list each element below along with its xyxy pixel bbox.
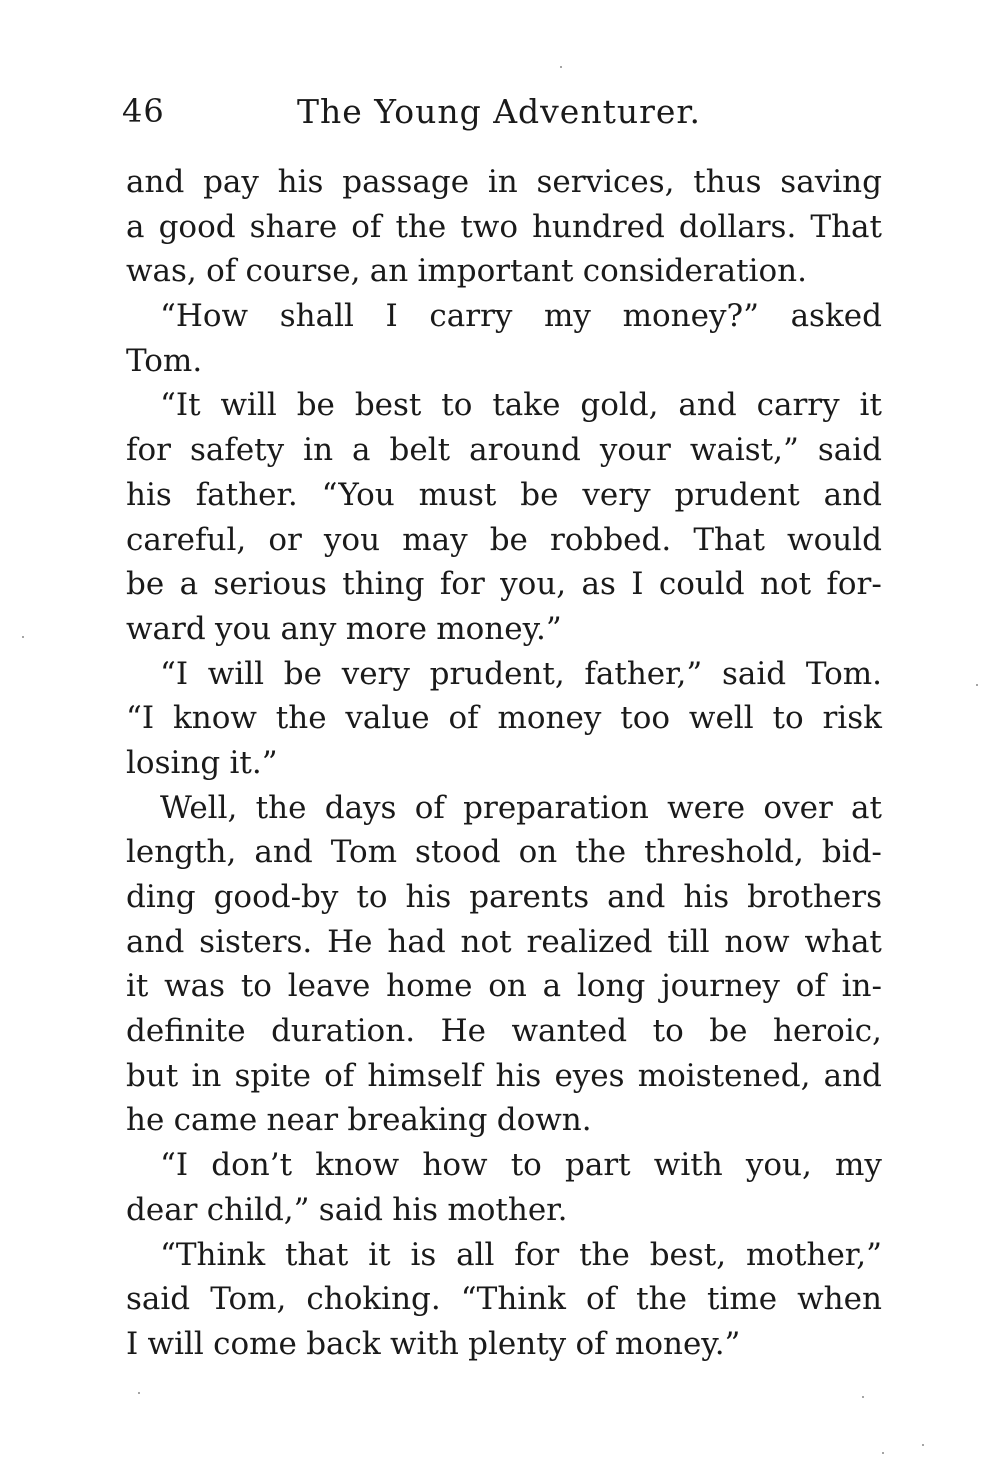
word: Tom.: [805, 655, 882, 692]
word: breaking: [347, 1102, 488, 1139]
word: child,”: [206, 1191, 310, 1228]
word: thing: [342, 566, 425, 603]
word: “How: [160, 298, 249, 335]
word: come: [213, 1325, 297, 1362]
word: wanted: [511, 1013, 628, 1050]
word: may: [402, 521, 468, 558]
text-line: [126, 160, 882, 205]
word: in: [303, 432, 334, 469]
word: pay: [203, 164, 259, 200]
word: it.”: [229, 744, 278, 781]
text-line: [126, 696, 882, 741]
word: “I: [160, 655, 189, 692]
word: more: [345, 610, 427, 647]
word: an: [369, 253, 409, 290]
word: his: [277, 164, 324, 200]
text-line: [126, 1009, 882, 1054]
text-line: [126, 1054, 882, 1099]
word: serious: [213, 566, 327, 603]
text-line: [126, 1277, 882, 1322]
word: time: [706, 1281, 778, 1318]
word: the: [636, 1281, 687, 1318]
word: important: [417, 253, 574, 290]
word: himself: [367, 1057, 483, 1094]
word: be: [520, 476, 559, 513]
word: good: [158, 208, 236, 245]
scan-speck: [976, 684, 978, 686]
word: stood: [415, 834, 501, 871]
word: father.: [195, 476, 298, 513]
word: realized: [526, 923, 653, 960]
word: in-: [841, 968, 882, 1005]
word: ding: [126, 879, 196, 915]
word: well: [688, 700, 754, 737]
word: what: [804, 923, 882, 960]
word: That: [693, 521, 765, 558]
word: parents: [469, 879, 590, 915]
word: of: [448, 700, 479, 737]
word: He: [440, 1013, 486, 1050]
word: when: [797, 1281, 882, 1318]
word: for: [514, 1236, 560, 1273]
text-line: [126, 1143, 882, 1188]
word: the: [579, 1236, 630, 1273]
word: with: [389, 1325, 459, 1362]
word: definite: [126, 1013, 246, 1050]
word: “Think: [160, 1236, 266, 1273]
text-line: [126, 205, 882, 250]
text-line: [126, 1188, 882, 1233]
text-line: [126, 741, 882, 786]
word: best,: [649, 1236, 727, 1273]
word: “I: [126, 700, 155, 737]
running-title: The Young Adventurer.: [297, 92, 702, 131]
word: be: [126, 566, 165, 603]
word: his: [126, 476, 172, 513]
word: gold,: [580, 387, 659, 424]
word: heroic,: [772, 1013, 882, 1050]
word: for-: [826, 566, 882, 603]
word: He: [327, 923, 373, 960]
word: “Think: [460, 1281, 566, 1318]
word: on: [518, 834, 558, 871]
word: I: [385, 298, 398, 335]
word: of: [585, 1281, 617, 1318]
word: not: [759, 566, 812, 603]
word: and: [254, 834, 313, 871]
word: moistened,: [637, 1057, 811, 1094]
word: had: [387, 923, 446, 960]
word: of: [575, 1325, 606, 1362]
word: services,: [536, 164, 675, 200]
word: the: [575, 834, 627, 871]
word: to: [441, 387, 473, 424]
word: the: [395, 208, 447, 245]
word: belt: [389, 432, 451, 469]
scan-speck: [138, 1392, 140, 1394]
word: over: [763, 789, 833, 826]
word: of: [324, 1057, 355, 1094]
word: to: [772, 700, 804, 737]
word: thus: [693, 164, 762, 200]
word: passage: [342, 164, 470, 200]
scan-speck: [560, 66, 562, 68]
word: part: [565, 1147, 631, 1184]
text-line: [126, 1322, 882, 1367]
word: the: [255, 789, 307, 826]
word: a: [542, 968, 562, 1005]
word: the: [275, 700, 327, 737]
word: journey: [661, 968, 780, 1005]
word: could: [658, 566, 745, 603]
word: consideration.: [582, 253, 807, 290]
word: said: [126, 1281, 191, 1318]
word: to: [510, 1147, 542, 1184]
word: of: [206, 253, 237, 290]
text-line: [126, 652, 882, 697]
word: of: [351, 208, 382, 245]
word: was: [164, 968, 226, 1005]
word: good-by: [213, 879, 339, 915]
word: shall: [279, 298, 354, 335]
word: take: [492, 387, 561, 424]
word: duration.: [271, 1013, 416, 1050]
word: his: [392, 1191, 439, 1228]
word: carry: [429, 298, 513, 335]
word: I: [631, 566, 644, 603]
text-line: [126, 562, 882, 607]
scan-speck: [882, 1452, 884, 1454]
word: and: [678, 387, 737, 424]
word: will: [207, 655, 265, 692]
word: he: [126, 1102, 165, 1139]
word: you,: [500, 566, 567, 603]
text-line: [126, 1098, 882, 1143]
word: it: [126, 968, 149, 1005]
word: to: [356, 879, 388, 915]
word: and: [823, 1057, 882, 1094]
word: too: [620, 700, 671, 737]
word: and: [607, 879, 666, 915]
word: spite: [234, 1057, 311, 1094]
word: carry: [756, 387, 840, 424]
text-line: [126, 875, 882, 920]
word: Tom,: [210, 1281, 287, 1318]
word: will: [220, 387, 277, 424]
text-line: [126, 920, 882, 965]
word: be: [283, 655, 322, 692]
word: you,: [745, 1147, 812, 1184]
word: dollars.: [678, 208, 797, 245]
word: “You: [321, 476, 395, 513]
text-line: [126, 383, 882, 428]
word: risk: [822, 700, 882, 737]
word: money?”: [622, 298, 759, 335]
word: it: [859, 387, 882, 424]
word: in: [487, 164, 518, 200]
word: was,: [126, 253, 197, 290]
word: is: [410, 1236, 437, 1273]
word: prudent: [674, 476, 800, 513]
word: to: [240, 968, 272, 1005]
word: father,”: [584, 655, 703, 692]
word: and: [126, 164, 185, 200]
word: losing: [126, 744, 221, 781]
word: value: [345, 700, 430, 737]
text-line: [126, 473, 882, 518]
word: his: [683, 879, 730, 915]
word: be: [296, 387, 335, 424]
word: know: [315, 1147, 400, 1184]
scan-speck: [22, 636, 24, 638]
word: very: [582, 476, 651, 513]
word: prudent,: [429, 655, 565, 692]
word: it: [368, 1236, 391, 1273]
word: around: [469, 432, 581, 469]
word: I: [126, 1325, 139, 1362]
word: to: [652, 1013, 684, 1050]
word: of: [795, 968, 826, 1005]
word: best: [354, 387, 422, 424]
word: you: [214, 610, 272, 647]
word: brothers: [747, 879, 882, 915]
text-line: [126, 294, 882, 339]
word: said: [817, 432, 882, 469]
word: your: [599, 432, 671, 469]
word: now: [724, 923, 790, 960]
word: said: [318, 1191, 383, 1228]
word: two: [460, 208, 518, 245]
word: near: [266, 1102, 339, 1139]
word: a: [352, 432, 371, 469]
word: dear: [126, 1191, 198, 1228]
word: or: [268, 521, 302, 558]
word: course,: [245, 253, 361, 290]
word: you: [323, 521, 381, 558]
word: share: [249, 208, 338, 245]
word: and: [126, 923, 185, 960]
word: be: [709, 1013, 748, 1050]
word: not: [460, 923, 512, 960]
word: till: [667, 923, 710, 960]
word: for: [126, 432, 171, 469]
word: any: [280, 610, 337, 647]
text-line: [126, 607, 882, 652]
word: of: [414, 789, 445, 826]
word: mother,”: [745, 1236, 882, 1273]
text-line: [126, 518, 882, 563]
word: Tom.: [126, 342, 203, 379]
word: his: [495, 1057, 542, 1094]
word: bid-: [821, 834, 882, 871]
word: were: [667, 789, 746, 826]
word: a: [126, 208, 145, 245]
word: money.”: [614, 1325, 741, 1362]
word: be: [489, 521, 528, 558]
body-text: [126, 160, 882, 1367]
word: plenty: [468, 1325, 567, 1362]
word: how: [422, 1147, 488, 1184]
word: that: [285, 1236, 349, 1273]
word: days: [324, 789, 397, 826]
text-line: [126, 964, 882, 1009]
scan-speck: [922, 1444, 924, 1446]
word: saving: [780, 164, 882, 200]
word: money.”: [436, 610, 562, 647]
word: all: [456, 1236, 495, 1273]
word: at: [851, 789, 882, 826]
text-line: [126, 1233, 882, 1278]
word: home: [386, 968, 473, 1005]
word: in: [191, 1057, 222, 1094]
word: down.: [496, 1102, 592, 1139]
word: back: [306, 1325, 381, 1362]
word: ward: [126, 610, 206, 647]
word: came: [173, 1102, 258, 1139]
word: as: [581, 566, 616, 603]
word: long: [576, 968, 646, 1005]
word: but: [126, 1057, 179, 1094]
word: don’t: [211, 1147, 293, 1184]
word: with: [653, 1147, 723, 1184]
word: and: [823, 476, 882, 513]
word: asked: [790, 298, 882, 335]
text-line: [126, 339, 882, 384]
word: threshold,: [644, 834, 804, 871]
word: very: [341, 655, 410, 692]
word: leave: [287, 968, 371, 1005]
word: a: [179, 566, 199, 603]
word: his: [405, 879, 452, 915]
word: That: [810, 208, 882, 245]
scan-speck: [862, 1396, 864, 1398]
word: know: [172, 700, 257, 737]
page-header: [122, 92, 882, 142]
word: robbed.: [550, 521, 672, 558]
word: waist,”: [689, 432, 799, 469]
word: Well,: [160, 789, 238, 826]
word: eyes: [554, 1057, 625, 1094]
text-line: [126, 428, 882, 473]
word: would: [787, 521, 882, 558]
page-number: 46: [122, 92, 165, 130]
text-line: [126, 249, 882, 294]
word: careful,: [126, 521, 247, 558]
word: “I: [160, 1147, 189, 1184]
word: length,: [126, 834, 237, 871]
word: sisters.: [199, 923, 313, 960]
word: on: [488, 968, 527, 1005]
word: Tom: [330, 834, 398, 871]
word: money: [497, 700, 602, 737]
word: preparation: [463, 789, 649, 826]
text-line: [126, 830, 882, 875]
word: will: [147, 1325, 204, 1362]
word: for: [439, 566, 485, 603]
word: choking.: [306, 1281, 441, 1318]
word: said: [721, 655, 787, 692]
text-line: [126, 786, 882, 831]
word: hundred: [532, 208, 665, 245]
word: “It: [160, 387, 201, 424]
word: safety: [189, 432, 285, 469]
word: my: [835, 1147, 882, 1184]
word: my: [544, 298, 591, 335]
word: mother.: [447, 1191, 568, 1228]
word: must: [418, 476, 497, 513]
